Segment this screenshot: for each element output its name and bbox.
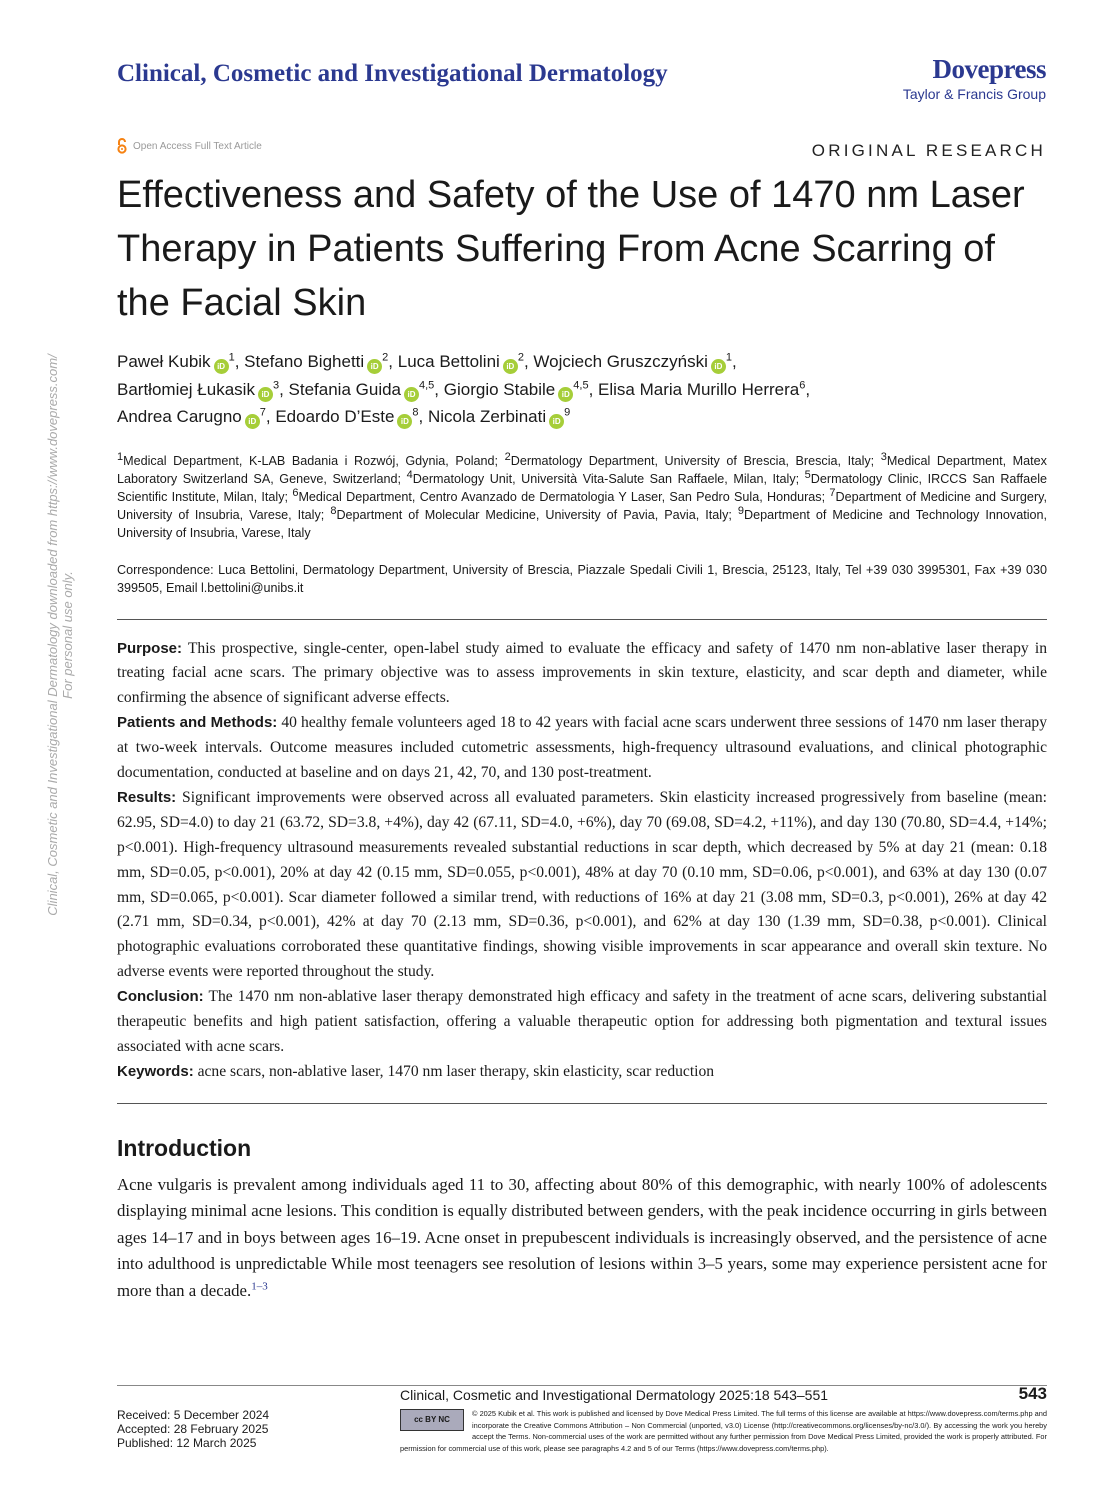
author-affiliation: 3 — [272, 378, 280, 391]
cc-license-icon[interactable]: cc BY NC — [400, 1409, 464, 1431]
author — [598, 380, 805, 399]
affiliation-text: Medical Department, Matex Laboratory Switzerland SA, Geneve, Switzerland; — [117, 453, 1047, 486]
affiliation-text: Dermatology Unit, Università Vita-Salute San Raffaele, Milan, Italy; — [412, 471, 805, 486]
affiliation-number: 2 — [504, 450, 511, 463]
author — [275, 407, 418, 426]
license-text: © 2025 Kubik et al. This work is published and licensed by Dove Medical Press Limited. The full terms of this license are available at https://www.dovepress.com/terms.php and incorporate the Creative Commons Attribution – Non Commercial (unported, v3.0) License (http://creativecommons.org/licenses/by-nc/3.0/). By accessing the work you hereby accept the Terms. Non-commercial uses of the work are permitted without any further permission from Dove Medical Press Limited, provided the work is properly attributed. For permission for commercial use of this work, please see paragraphs 4.2 and 5 of our Terms (https://www.dovepress.com/terms.php). — [400, 1409, 1047, 1453]
affiliation-text: Dermatology Clinic, IRCCS San Raffaele Scientific Institute, Milan, Italy; — [117, 471, 1047, 504]
affiliation-text: Dermatology Department, University of Brescia, Brescia, Italy; — [510, 453, 881, 468]
divider — [117, 1103, 1047, 1104]
side-watermark — [45, 325, 75, 945]
publisher-name: Dovepress — [932, 54, 1046, 84]
abstract-label: Results: — [117, 788, 177, 806]
open-access-text: Open Access Full Text Article — [133, 140, 262, 152]
orcid-icon[interactable]: iD — [503, 359, 518, 374]
author-affiliation: 2 — [382, 351, 389, 364]
correspondence: Correspondence: Luca Bettolini, Dermatology Department, University of Brescia, Piazzale Spedali Civili 1, Brescia, 25123, Italy, Tel +39 030 3995301, Fax +39 030 399505, Email l.bettolini@unibs.it — [117, 562, 1047, 595]
affiliation-number: 6 — [292, 486, 299, 499]
affiliations — [117, 452, 1047, 542]
affiliation-number: 3 — [880, 450, 887, 463]
author-name[interactable]: Andrea Carugno — [117, 407, 242, 426]
abstract-text: Significant improvements were observed across all evaluated parameters. Skin elasticity increased progressively from baseline (mean: 62.95, SD=4.0) to day 21 (63.72, SD=3.8, +4%), day 42 (67.11, SD=4.0, +6%), day 70 (69.08, SD=4.2, +11%), and day 130 (70.80, SD=4.4, +14%; p<0.001). High-frequency ultrasound measurements revealed substantial reductions in scar depth, which decreased by 5% at day 21 (mean: 0.18 mm, SD=0.05, p<0.001), 20% at day 42 (0.15 mm, SD=0.055, p<0.001), 48% at day 70 (0.10 mm, SD=0.06, p<0.001), and 63% at day 130 (0.07 mm, SD=0.065, p<0.001). Scar diameter followed a similar trend, with reductions of 16% at day 21 (3.08 mm, SD=0.3, p<0.001), 26% at day 42 (2.71 mm, SD=0.34, p<0.001), 42% at day 70 (2.13 mm, SD=0.36, p<0.001), and 62% at day 130 (1.39 mm, SD=0.38, p<0.001). Clinical photographic evaluations corroborated these quantitative findings, showing visible improvements in scar appearance and overall skin texture. No adverse events were reported throughout the study. — [117, 788, 1047, 981]
orcid-icon[interactable]: iD — [404, 387, 419, 402]
orcid-icon[interactable]: iD — [558, 387, 573, 402]
article-type: ORIGINAL RESEARCH — [811, 141, 1046, 160]
license-block — [400, 1408, 1047, 1454]
watermark-line: For personal use only. — [60, 571, 75, 699]
affiliation-number: 5 — [804, 468, 811, 481]
author-name[interactable]: Elisa Maria Murillo Herrera — [598, 379, 800, 399]
orcid-icon[interactable]: iD — [214, 359, 229, 374]
abstract — [117, 637, 1047, 1085]
author — [244, 352, 388, 371]
author-list: Paweł Kubik $iD^1$, Stefano Bighetti $iD^2$, Luca Bettolini $iD^2$, Wojciech Gruszczyński $iD^1$, Bartłomiej Łukasik $iD^3$, Stefania Guida iD$^{4,5}$, Giorgio Stabile iD$^{4,5}$, Elisa Maria Murillo Herrera$^6$, Andrea Carugno $iD^7$, Edoardo D’Este $iD^8$, Nicola Zerbinati $iD^9$ — [117, 348, 1047, 431]
citation-link[interactable]: 1–3 — [251, 1280, 268, 1293]
author — [117, 352, 235, 371]
watermark-line: Clinical, Cosmetic and Investigational Dermatology downloaded from https://www.dovepress.com/ — [45, 354, 60, 916]
abstract-text: The 1470 nm non-ablative laser therapy demonstrated high efficacy and safety in the treatment of acne scars, delivering substantial therapeutic benefits and high patient satisfaction, offering a valuable therapeutic option for addressing both pigmentation and textural issues associated with acne scars. — [117, 988, 1047, 1055]
orcid-icon[interactable]: iD — [711, 359, 726, 374]
author — [117, 380, 279, 399]
abstract-label: Keywords: — [117, 1062, 194, 1080]
publisher-group: Taylor & Francis Group — [902, 86, 1046, 102]
affiliation-text: Medical Department, K-LAB Badania i Rozwój, Gdynia, Poland; — [123, 453, 505, 468]
orcid-icon[interactable]: iD — [367, 359, 382, 374]
received-date: Received: 5 December 2024 — [117, 1408, 270, 1422]
abstract-label: Conclusion: — [117, 988, 204, 1006]
author-name[interactable]: Giorgio Stabile — [443, 379, 556, 399]
affiliation-text: Department of Medicine and Surgery, University of Insubria, Varese, Italy; — [117, 489, 1047, 522]
orcid-icon[interactable]: iD — [549, 414, 564, 429]
author-affiliation: 1 — [228, 351, 235, 364]
affiliation-number: 8 — [330, 504, 337, 517]
journal-title: Clinical, Cosmetic and Investigational Dermatology — [117, 60, 668, 87]
section-heading: Introduction — [117, 1134, 252, 1161]
author-affiliation: 2 — [517, 351, 524, 364]
abstract-text: acne scars, non-ablative laser, 1470 nm laser therapy, skin elasticity, scar reduction — [193, 1062, 715, 1080]
orcid-icon[interactable]: iD — [245, 414, 260, 429]
author-name[interactable]: Stefania Guida — [288, 379, 401, 399]
abstract-section — [117, 985, 1047, 1060]
author-name[interactable]: Luca Bettolini — [397, 352, 500, 371]
orcid-icon[interactable]: iD — [397, 414, 412, 429]
author — [444, 380, 589, 399]
affiliation-number: 1 — [117, 450, 124, 463]
author-name[interactable]: Nicola Zerbinati — [428, 407, 547, 426]
paragraph: Acne vulgaris is prevalent among individuals aged 11 to 30, affecting about 80% of this demographic, with nearly 100% of adolescents displaying minimal acne lesions. This condition is equally distributed between genders, with the peak incidence occurring in girls between ages 14–17 and in boys between ages 16–19. Acne onset in prepubescent individuals is increasingly observed, and the persistence of acne into adulthood is unpredictable While most teenagers see resolution of lesions within 3–5 years, some may experience persistent acne for more than a decade. — [117, 1174, 1047, 1300]
author — [117, 407, 266, 426]
author-affiliation: 7 — [259, 406, 266, 419]
article-dates — [117, 1408, 269, 1450]
author-affiliation: 9 — [564, 406, 571, 419]
author — [533, 352, 732, 371]
author — [398, 352, 524, 371]
affiliation-number: 4 — [406, 468, 413, 481]
author-affiliation: 8 — [412, 406, 419, 419]
page-number: 543 — [1018, 1384, 1047, 1403]
affiliation-number: 9 — [737, 504, 745, 517]
affiliation-number: 7 — [829, 486, 836, 499]
article-title: Effectiveness and Safety of the Use of 1470 nm Laser Therapy in Patients Suffering From Acne Scarring of the Facial Skin — [117, 174, 1025, 324]
introduction-text — [117, 1172, 1047, 1305]
article-body — [117, 168, 1047, 1304]
author-affiliation: 4,5 — [573, 378, 589, 391]
abstract-text: This prospective, single-center, open-label study aimed to evaluate the efficacy and safety of 1470 nm non-ablative laser therapy in treating facial acne scars. The primary objective was to assess improvements in skin texture, elasticity, and scar depth and diameter, while confirming the absence of significant adverse effects. — [117, 639, 1047, 707]
author — [289, 380, 435, 399]
author — [428, 407, 570, 426]
open-access-icon — [117, 138, 127, 154]
abstract-label: Purpose: — [117, 639, 183, 657]
abstract-section — [117, 637, 1047, 712]
author-affiliation: 1 — [725, 351, 732, 364]
author-affiliation: 6 — [799, 378, 806, 391]
author-affiliation: 4,5 — [419, 378, 435, 391]
footer-divider — [117, 1385, 1047, 1386]
open-access-label — [117, 138, 262, 154]
author-name[interactable]: Bartłomiej Łukasik — [117, 379, 255, 399]
abstract-section — [117, 1060, 1047, 1085]
published-date: Published: 12 March 2025 — [117, 1436, 257, 1450]
abstract-section — [117, 786, 1047, 985]
abstract-label: Patients and Methods: — [117, 714, 278, 732]
accepted-date: Accepted: 28 February 2025 — [117, 1422, 269, 1436]
author-name[interactable]: Paweł Kubik — [117, 352, 211, 371]
abstract-text: 40 healthy female volunteers aged 18 to 42 years with facial acne scars underwent three sessions of 1470 nm laser therapy at two-week intervals. Outcome measures included cutometric assessments, high-frequency ultrasound evaluations, and clinical photographic documentation, conducted at baseline and on days 21, 42, 70, and 130 post-treatment. — [117, 714, 1048, 782]
author-name[interactable]: Stefano Bighetti — [244, 352, 365, 371]
abstract-section — [117, 711, 1047, 786]
publisher-logo — [903, 54, 1046, 102]
affiliation-text: Department of Molecular Medicine, University of Pavia, Pavia, Italy; — [336, 507, 738, 522]
author-name[interactable]: Edoardo D’Este — [275, 407, 395, 426]
footer-citation: Clinical, Cosmetic and Investigational Dermatology 2025:18 543–551 — [400, 1387, 829, 1403]
orcid-icon[interactable]: iD — [258, 387, 273, 402]
author-name[interactable]: Wojciech Gruszczyński — [533, 352, 708, 371]
divider — [117, 619, 1047, 620]
affiliation-text: Medical Department, Centro Avanzado de Dermatologia Y Laser, San Pedro Sula, Honduras; — [298, 489, 830, 504]
affiliation-text: Department of Medicine and Technology Innovation, University of Insubria, Varese, Italy — [117, 507, 1047, 540]
